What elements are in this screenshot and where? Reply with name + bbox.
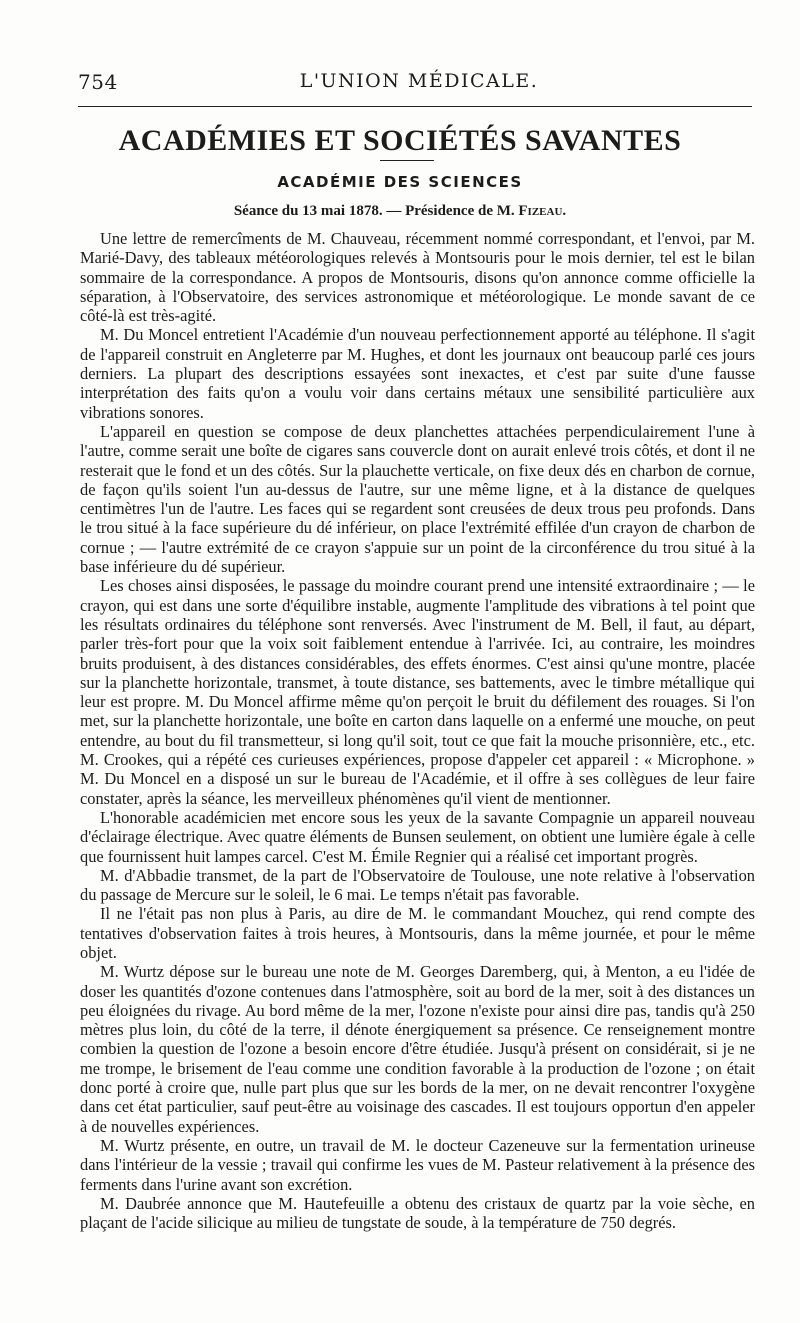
page-header: [78, 70, 760, 100]
paragraph-7: Il ne l'était pas non plus à Paris, au dire de M. le commandant Mouchez, qui rend compte des tentatives d'observation faites à trois heures, à Montsouris, dans la même journée, et pour le même objet.: [80, 904, 755, 962]
paragraph-9: M. Wurtz présente, en outre, un travail de M. le docteur Cazeneuve sur la fermentation urineuse dans l'intérieur de la vessie ; travail qui confirme les vues de M. Pasteur relativement à la présence des ferments dans l'urine avant son excrétion.: [80, 1135, 755, 1194]
page-number: 754: [78, 70, 118, 94]
session-text: Séance du 13 mai 1878. — Présidence de M.: [233, 203, 519, 219]
subtitle: ACADÉMIE DES SCIENCES: [277, 173, 523, 191]
paragraph-4: Les choses ainsi disposées, le passage du moindre courant prend une intensité extraordinaire ; — le crayon, qui est dans une sorte d'équilibre instable, augmente l'amplitude des vibrations à tel point que les résultats ordinaires du téléphone sont renversés. Avec l'instrument de M. Bell, il faut, au départ, parler très-fort pour que la voix soit faiblement entendue à l'arrivée. Ici, au contraire, les moindres bruits produisent, à des distances considérables, des effets énormes. C'est ainsi qu'une montre, placée sur la planchette horizontale, transmet, à toute distance, ses battements, avec le timbre métallique qui leur est propre. M. Du Moncel affirme même qu'on perçoit le bruit du défilement des rouages. Si l'on met, sur la planchette horizontale, une boîte en carton dans laquelle on a enfermé une mouche, on peut entendre, au bout du fil transmetteur, si long qu'il soit, tout ce que fait la mouche prisonnière, etc., etc. M. Crookes, qui a répété ces curieuses expériences, propose d'appeler cet appareil : « Microphone. » M. Du Moncel en a disposé un sur le bureau de l'Académie, et il offre à ses collègues de leur faire constater, après la séance, les merveilleux phénomènes qu'il vient de mentionner.: [80, 576, 755, 808]
paragraph-6: M. d'Abbadie transmet, de la part de l'Observatoire de Toulouse, une note relative à l'observation du passage de Mercure sur le soleil, le 6 mai. Le temps n'était pas favorable.: [80, 865, 755, 905]
paragraph-1: Une lettre de remercîments de M. Chauveau, récemment nommé correspondant, et l'envoi, par M. Marié-Davy, des tableaux météorologiques relevés à Montsouris pour le mois dernier, tel est le bilan sommaire de la correspondance. A propos de Montsouris, disons qu'on annonce comme officielle la séparation, à l'Observatoire, des services astronomique et météorologique. Le monde savant de ce côté-là est très-agité.: [80, 229, 755, 326]
session-line: [0, 203, 800, 220]
paragraph-2: M. Du Moncel entretient l'Académie d'un nouveau perfectionnement apporté au téléphone. Il s'agit de l'appareil construit en Angleterre par M. Hughes, et dont les journaux ont beaucoup parlé ces jours derniers. La plupart des descriptions essayées sont inexactes, et c'est par suite d'une fausse interprétation des faits qu'on a voulu voir dans certains métaux une sensibilité particulière aux vibrations sonores.: [80, 325, 755, 422]
article-body: [80, 229, 755, 1232]
paragraph-10: M. Daubrée annonce que M. Hautefeuille a obtenu des cristaux de quartz par la voie sèche, en plaçant de l'acide silicique au milieu de tungstate de soude, à la température de 750 degrés.: [80, 1193, 755, 1233]
paragraph-5: L'honorable académicien met encore sous les yeux de la savante Compagnie un appareil nouveau d'éclairage électrique. Avec quatre éléments de Bunsen seulement, on obtient une lumière égale à celle que fournissent huit lampes carcel. C'est M. Émile Regnier qui a réalisé cet important progrès.: [80, 807, 755, 866]
paragraph-3: L'appareil en question se compose de deux planchettes attachées perpendiculairement l'une à l'autre, comme serait une boîte de cigares sans couvercle dont on aurait enlevé trois côtés, et dont il ne resterait que le fond et un des côtés. Sur la plauchette verticale, on fixe deux dés en charbon de cornue, de façon qu'ils soient l'un au-dessus de l'autre, sur une même ligne, et à la distance de quelques centimètres l'un de l'autre. Les faces qui se regardent sont creusées de deux trous peu profonds. Dans le trou situé à la face supérieure du dé inférieur, on place l'extrémité effilée d'un crayon de charbon de cornue ; — l'autre extrémité de ce crayon s'appuie sur un point de la circonférence du trou situé à la base inférieure du dé supérieur.: [80, 421, 755, 577]
running-title: L'UNION MÉDICALE.: [299, 70, 539, 92]
title-rule: [380, 160, 434, 161]
header-rule: [78, 106, 752, 107]
president-name: Fizeau.: [518, 203, 567, 219]
paragraph-8: M. Wurtz dépose sur le bureau une note de M. Georges Daremberg, qui, à Menton, a eu l'idée de doser les quantités d'ozone contenues dans l'atmosphère, soit au bord de la mer, soit à des distances un peu éloignées du rivage. Au bord même de la mer, l'ozone n'existe pour ainsi dire pas, tandis qu'à 250 mètres plus loin, du côté de la terre, il dénote énergiquement sa présence. Ce renseignement montre combien la question de l'ozone a besoin encore d'être étudiée. Jusqu'à présent on considérait, si je ne me trompe, le brisement de l'eau comme une condition favorable à la production de l'ozone ; on était donc porté à croire que, nulle part plus que sur les bords de la mer, on ne devait rencontrer l'oxygène dans cet état particulier, sauf peut-être au voisinage des cascades. Il est toujours opportun d'en appeler à de nouvelles expériences.: [80, 962, 755, 1136]
section-title: ACADÉMIES ET SOCIÉTÉS SAVANTES: [118, 124, 682, 157]
